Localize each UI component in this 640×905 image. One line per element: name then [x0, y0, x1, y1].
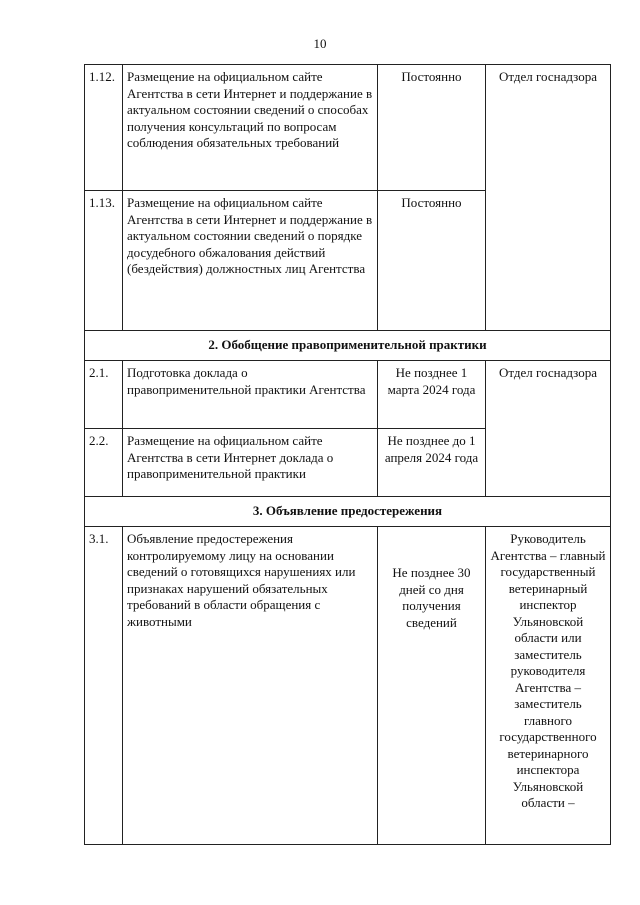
row-number: 2.1. — [85, 361, 123, 429]
measure-term: Не позднее 1 марта 2024 года — [378, 361, 486, 429]
measure-term: Постоянно — [378, 191, 486, 331]
row-number: 2.2. — [85, 429, 123, 497]
row-number: 1.13. — [85, 191, 123, 331]
table-row — [85, 361, 611, 429]
section-heading-row — [85, 497, 611, 527]
measure-term: Не позднее до 1 апреля 2024 года — [378, 429, 486, 497]
measure-term: Постоянно — [378, 65, 486, 191]
measure-text: Подготовка доклада о правоприменительной практики Агентства — [123, 361, 378, 429]
responsible-cell: Отдел госнадзора — [486, 361, 611, 497]
measure-text: Объявление предостережения контролируемому лицу на основании сведений о готовящихся нарушениях или признаках нарушений обязательных требований в области обращения с животными — [123, 527, 378, 845]
measure-term: Не позднее 30 дней со дня получения сведений — [378, 527, 486, 845]
responsible-cell: Отдел госнадзора — [486, 65, 611, 331]
row-number: 1.12. — [85, 65, 123, 191]
page-number: 10 — [313, 36, 327, 51]
row-number: 3.1. — [85, 527, 123, 845]
measure-text: Размещение на официальном сайте Агентства в сети Интернет и поддержание в актуальном состоянии сведений о способах получения консультаций по вопросам соблюдения обязательных требований — [123, 65, 378, 191]
section-heading-row — [85, 331, 611, 361]
responsible-cell: Руководитель Агентства – главный государственный ветеринарный инспектор Ульяновской области или заместитель руководителя Агентства – заместитель главного государственного ветеринарного инспектора Ульяновской области – — [486, 527, 611, 845]
measures-table — [84, 64, 611, 845]
measure-text: Размещение на официальном сайте Агентства в сети Интернет доклада о правоприменительной практики — [123, 429, 378, 497]
measure-text: Размещение на официальном сайте Агентства в сети Интернет и поддержание в актуальном состоянии сведений о порядке досудебного обжалования действий (бездействия) должностных лиц Агентства — [123, 191, 378, 331]
section-title: 3. Объявление предостережения — [85, 497, 611, 527]
table-row — [85, 527, 611, 845]
section-title: 2. Обобщение правоприменительной практики — [85, 331, 611, 361]
table-row — [85, 65, 611, 191]
